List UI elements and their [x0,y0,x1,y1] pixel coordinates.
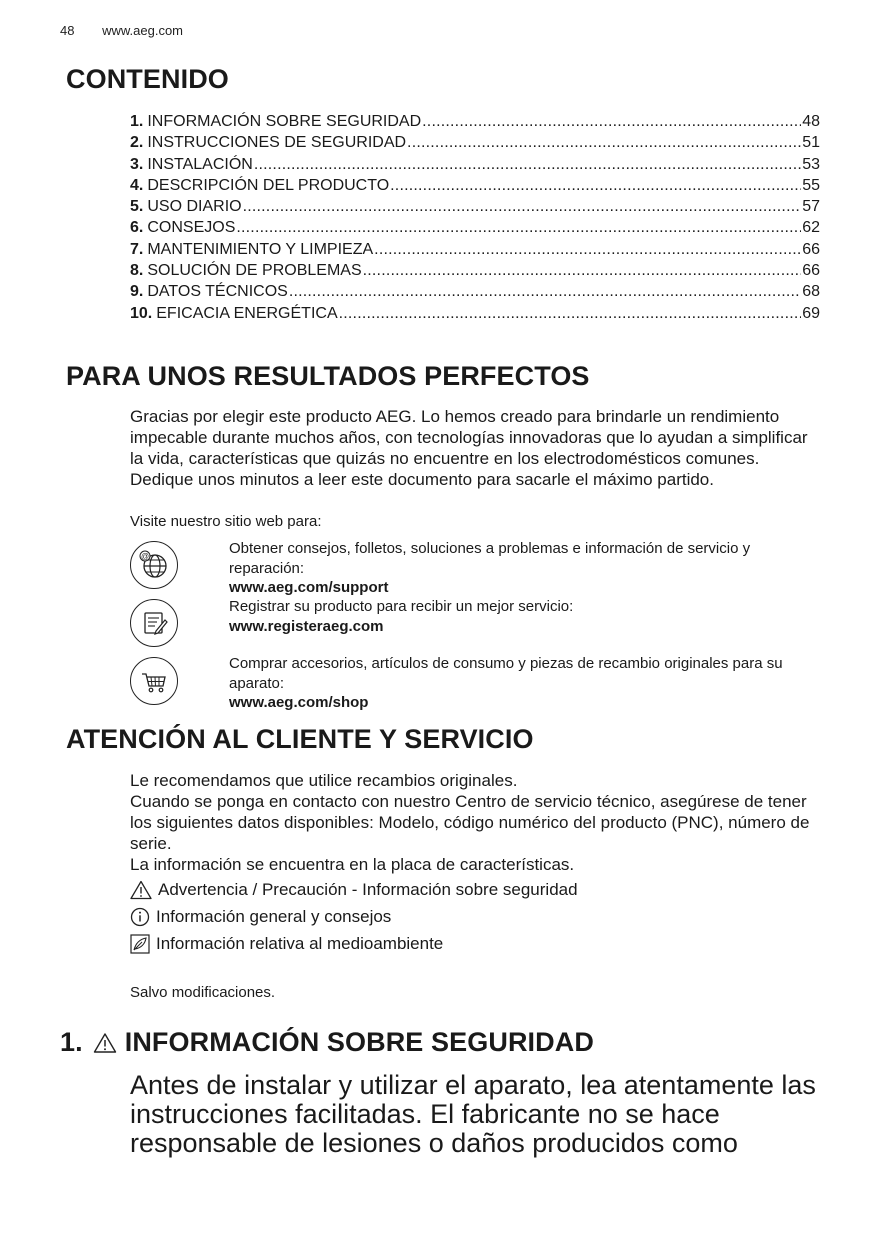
toc-label: SOLUCIÓN DE PROBLEMAS [147,262,362,280]
page-number: 48 [60,23,75,38]
perfectos-paragraph: Gracias por elegir este producto AEG. Lo hemos creado para brindarle un rendimiento impecable durante muchos años, con tecnologías innovadoras que lo ayudan a simplificar la vida, características que quizás no encuentre en los electrodomésticos comunes. Dedique unos minutos a leer este documento para sacarle el máximo partido. [130,407,808,489]
register-icon [130,599,178,647]
toc-page: 62 [802,219,820,237]
toc-page: 53 [802,155,820,173]
toc-number: 5. [130,198,144,216]
toc-label: CONSEJOS [147,219,236,237]
toc-dots [422,111,801,132]
globe-icon [130,541,178,589]
info-icon [130,907,150,927]
legend-environment [130,934,443,954]
leaf-icon [130,934,150,954]
toc-number: 3. [130,155,144,173]
toc-page: 68 [802,283,820,301]
service-register [130,597,820,649]
toc-number: 10. [130,304,153,322]
service-support [130,539,820,596]
toc-item[interactable] [130,260,820,281]
toc-item[interactable] [130,154,820,175]
toc-dots [339,303,802,324]
table-of-contents [130,111,820,324]
toc-label: DESCRIPCIÓN DEL PRODUCTO [147,176,390,194]
toc-item[interactable] [130,111,820,132]
toc-item[interactable] [130,239,820,260]
cart-icon [130,657,178,705]
atencion-line-1: Le recomendamos que utilice recambios originales. [130,771,518,790]
toc-number: 2. [130,134,144,152]
seguridad-heading [60,1027,594,1058]
toc-dots [407,132,801,153]
warning-icon [130,880,152,900]
toc-number: 7. [130,240,144,258]
atencion-line-2: Cuando se ponga en contacto con nuestro Centro de servicio técnico, asegúrese de tener los siguientes datos disponibles: Modelo, código numérico del producto (PNC), número de serie. [130,792,810,853]
toc-dots [289,281,801,302]
section-title: INFORMACIÓN SOBRE SEGURIDAD [124,1027,594,1057]
visite-text: Visite nuestro sitio web para: [130,513,322,530]
toc-number: 6. [130,219,144,237]
toc-page: 48 [802,113,820,130]
service-shop [130,654,820,714]
toc-label: INSTRUCCIONES DE SEGURIDAD [147,134,407,152]
salvo-text: Salvo modificaciones. [130,984,276,1001]
header-url[interactable]: www.aeg.com [102,23,184,38]
shop-link[interactable]: www.aeg.com/shop [229,694,369,711]
toc-page: 51 [802,134,820,152]
toc-number: 1. [130,113,144,130]
atencion-line-3: La información se encuentra en la placa de características. [130,855,575,874]
legend-text: Información general y consejos [156,907,392,926]
contenido-heading: CONTENIDO [66,64,229,94]
toc-dots [236,217,801,238]
toc-dots [363,260,802,281]
toc-dots [374,239,801,260]
toc-label: USO DIARIO [147,198,242,216]
toc-number: 4. [130,176,144,194]
legend-text: Advertencia / Precaución - Información sobre seguridad [158,880,578,899]
legend-text: Información relativa al medioambiente [156,934,444,953]
service-text: Comprar accesorios, artículos de consumo y piezas de recambio originales para su aparato: [229,655,783,692]
legend-info [130,907,391,927]
support-link[interactable]: www.aeg.com/support [229,579,389,596]
toc-item[interactable] [130,217,820,238]
toc-label: EFICACIA ENERGÉTICA [156,304,338,322]
atencion-paragraph [130,770,820,875]
toc-page: 57 [802,198,820,216]
register-link[interactable]: www.registeraeg.com [229,617,384,635]
toc-dots [390,175,801,196]
legend-warning [130,880,578,900]
seguridad-paragraph: Antes de instalar y utilizar el aparato, lea atentamente las instrucciones facilitadas. El fabricante no se hace responsable de lesiones o daños producidos como [130,1070,816,1158]
toc-label: MANTENIMIENTO Y LIMPIEZA [147,240,374,258]
toc-label: INSTALACIÓN [147,155,253,173]
svg-text:@: @ [140,552,150,561]
toc-item[interactable] [130,196,820,217]
toc-item[interactable] [130,132,820,153]
toc-page: 66 [802,262,820,280]
section-number: 1. [60,1027,83,1057]
toc-item[interactable] [130,303,820,324]
service-text: Obtener consejos, folletos, soluciones a problemas e información de servicio y reparación: [229,540,751,577]
toc-number: 8. [130,262,144,280]
atencion-heading: ATENCIÓN AL CLIENTE Y SERVICIO [66,724,534,754]
toc-label: DATOS TÉCNICOS [147,283,288,301]
toc-label: INFORMACIÓN SOBRE SEGURIDAD [147,113,422,130]
toc-number: 9. [130,283,144,301]
toc-page: 69 [802,304,820,322]
toc-page: 66 [802,240,820,258]
page-header [60,23,183,38]
service-text: Registrar su producto para recibir un mejor servicio: [229,598,574,615]
warning-icon [93,1032,117,1054]
toc-dots [254,154,801,175]
toc-dots [243,196,802,217]
toc-page: 55 [802,176,820,194]
toc-item[interactable] [130,281,820,302]
toc-item[interactable] [130,175,820,196]
perfectos-heading: PARA UNOS RESULTADOS PERFECTOS [66,361,590,391]
